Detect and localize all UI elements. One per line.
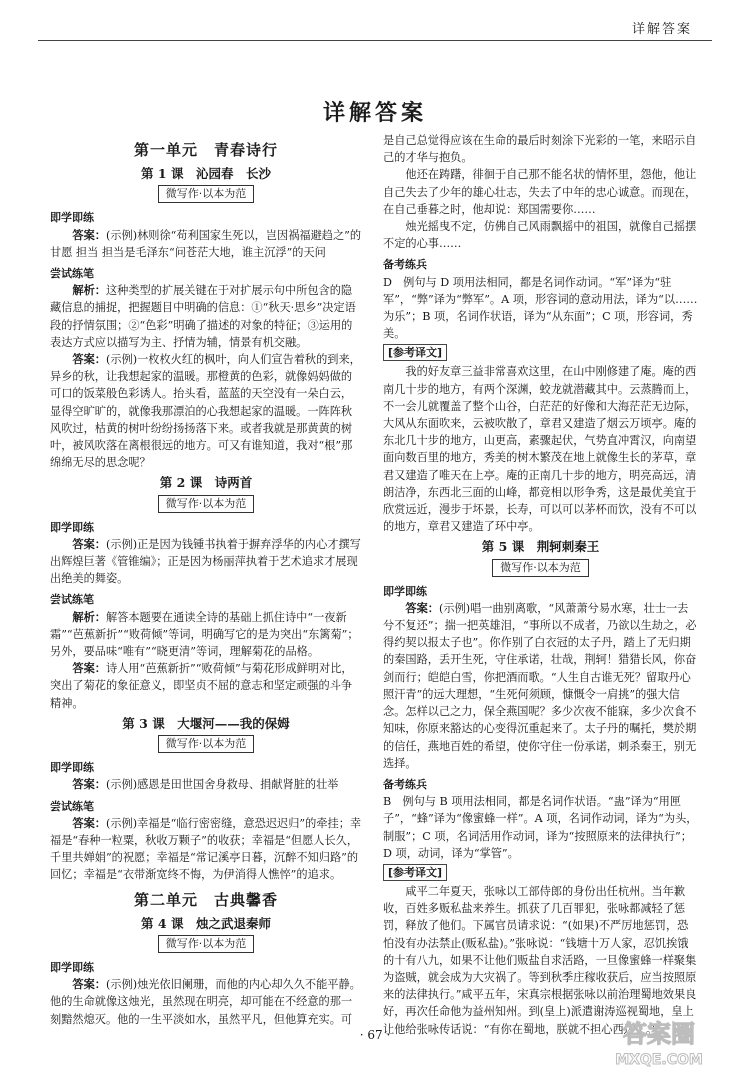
exercise-heading: 尝试练笔 xyxy=(50,593,94,607)
watermark-text: 答案圈 xyxy=(623,1020,695,1048)
answer-label: 答案： xyxy=(72,777,106,792)
answer-label: 解析： xyxy=(72,283,106,298)
watermark-logo xyxy=(594,1014,724,1070)
section-tag-wrap xyxy=(50,185,362,203)
paragraph xyxy=(50,536,362,588)
paragraph-text: 烛光摇曳不定，仿佛自己风雨飘摇中的祖国，就像自己摇摆不定的心事…… xyxy=(383,220,697,251)
paragraph-text: B 例句与 B 项用法相同，都是名词作状语。“蛊”译为“用匣子”，“蜂”译为“像蜜蜂一样”。A 项，名词作动词，译为“为头，制服”；C 项，名词活用作动词，译为“按照原来的法律执行”；D 项，动词，译为“掌管”。 xyxy=(383,795,698,860)
answer-label: 答案： xyxy=(72,227,106,242)
exercise-heading: 即学即练 xyxy=(50,761,94,775)
section-tag: 微写作·以本为范 xyxy=(492,559,589,577)
exercise-heading: 备考练兵 xyxy=(383,258,427,272)
paragraph-text: 这种类型的扩展关键在于对扩展示句中所包含的隐藏信息的捕捉，把握题目中明确的信息：①“秋天·思乡”决定语段的抒情氛围；②“色彩”明确了描述的对象的特征；③运用的表达方式应以描写为主、抒情为辅，情景有机交融。 xyxy=(50,284,356,349)
reference-translation-tag: [参考译文] xyxy=(383,344,447,361)
paragraph xyxy=(50,351,362,471)
unit-heading: 第二单元 古典馨香 xyxy=(133,890,278,909)
paragraph xyxy=(50,227,362,261)
answer-label: 答案： xyxy=(72,352,106,367)
section-tag-wrap xyxy=(50,495,362,513)
exercise-heading: 即学即练 xyxy=(50,520,94,534)
header-rule xyxy=(38,40,712,41)
paragraph xyxy=(50,776,362,793)
section-tag: 微写作·以本为范 xyxy=(158,185,255,203)
exercise-heading: 即学即练 xyxy=(383,584,427,598)
lesson-heading: 第 2 课 诗两首 xyxy=(159,475,253,491)
exercise-heading: 即学即练 xyxy=(50,211,94,225)
paragraph-text: (示例)感恩是田世国舍身救母、捐献肾脏的壮举 xyxy=(105,778,339,792)
page-number: · 67 · xyxy=(359,1028,391,1042)
section-tag-wrap xyxy=(50,735,362,753)
answer-label: 答案： xyxy=(72,815,106,830)
paragraph xyxy=(50,976,362,1028)
answer-label: 答案： xyxy=(405,600,439,615)
watermark-url: MXQE.COM xyxy=(615,1052,703,1068)
paragraph-text: 是自己总觉得应该在生命的最后时刻涂下光彩的一笔，来昭示自己的才华与抱负。 xyxy=(383,134,697,165)
paragraph xyxy=(383,218,698,252)
section-tag: 微写作·以本为范 xyxy=(158,935,255,953)
paragraph-text: 咸平二年夏天，张咏以工部侍郎的身份出任杭州。当年歉收，百姓多贩私盐来养生。抓获了几百罪犯，张咏都减轻了惩罚，释放了他们。下属官员请求说：“(如果)不严厉地惩罚，恐怕没有办法禁止(贩私盐)。”张咏说：“钱塘十万人家，忍饥挨饿的十有八九，如果不让他们贩盐自求活路，一旦像蜜蜂一样聚集为盗贼，就会成为大灾祸了。等到秋季庄稼收获后，应当按照原来的法律执行。”咸平五年，宋真宗根据张咏以前治理蜀地效果良好，再次任命他为益州知州。到(皇上)派遣谢涛巡视蜀地，皇上让他给张咏传话说：“有你在蜀地，朕就不担心西边了。” xyxy=(383,884,697,1036)
paragraph xyxy=(383,132,698,166)
exercise-heading: 备考练兵 xyxy=(383,777,427,791)
section-tag-wrap xyxy=(383,559,698,577)
lesson-heading: 第 5 课 荆轲刺秦王 xyxy=(481,539,600,555)
answer-label: 答案： xyxy=(72,536,106,551)
paragraph xyxy=(50,609,362,661)
unit-heading: 第一单元 青春诗行 xyxy=(133,141,278,159)
paragraph-text: (示例)烛光依旧阑珊，而他的内心却久久不能平静。他的生命就像这烛光，虽然现在明亮，却可能在不经意的那一刻黯然熄灭。他的一生平淡如水，虽然平凡，但他算充实。可 xyxy=(50,978,361,1026)
lesson-heading: 第 4 课 烛之武退秦师 xyxy=(141,915,271,931)
right-column xyxy=(383,132,698,1038)
section-tag: 微写作·以本为范 xyxy=(158,495,255,513)
paragraph-text: (示例)幸福是“临行密密缝，意恐迟迟归”的牵挂；幸福是“春种一粒粟，秋收万颗子”的收获；幸福是“但愿人长久，千里共婵娟”的祝愿；幸福是“常记溪亭日暮，沉醉不知归路”的回忆；幸福是“衣带渐宽终不悔，为伊消得人憔悴”的追求。 xyxy=(50,816,362,882)
paragraph-text: 他还在踌躇，徘徊于自己那不能名状的情怀里，怨他，他让自己失去了少年的雄心壮志，失去了中年的忠心诚意。而现在，在自己垂暮之时，他却说：郑国需要你…… xyxy=(383,168,697,216)
paragraph xyxy=(383,600,698,772)
paragraph-text: D 例句与 D 项用法相同，都是名词作动词。“军”译为“驻军”，“弊”译为“弊军”。A 项，形容词的意动用法，译为“以……为乐”；B 项，名词作状语，译为“从东面”；C 项，形容词，秀美。 xyxy=(383,275,698,341)
answer-label: 解析： xyxy=(72,609,106,624)
answer-label: 答案： xyxy=(72,977,106,992)
lesson-heading: 第 3 课 大堰河——我的保姆 xyxy=(122,715,290,731)
left-column xyxy=(50,134,362,1028)
exercise-heading: 即学即练 xyxy=(50,960,94,974)
reference-translation-tag: [参考译文] xyxy=(383,864,447,881)
page-title: 详解答案 xyxy=(322,100,427,126)
answer-label: 答案： xyxy=(72,661,106,676)
section-tag-wrap xyxy=(50,935,362,953)
paragraph-text: 诗人用“芭蕉新折”“败荷倾”与菊花形成鲜明对比，突出了菊花的象征意义，即坚贞不屈的意志和坚定顽强的斗争精神。 xyxy=(50,662,353,710)
paragraph xyxy=(383,274,698,343)
paragraph xyxy=(50,815,362,884)
paragraph xyxy=(383,166,698,218)
paragraph xyxy=(50,660,362,712)
paragraph-text: (示例)林则徐“苟利国家生死以，岂因祸福避趋之”的甘愿 担当 担当是毛泽东“问苍茫大地，谁主沉浮”的天问 xyxy=(50,228,362,259)
running-header: 详解答案 xyxy=(631,22,692,37)
reference-translation-wrap xyxy=(383,342,698,363)
lesson-heading: 第 1 课 沁园春 长沙 xyxy=(141,166,271,182)
section-tag: 微写作·以本为范 xyxy=(158,735,255,753)
reference-translation-wrap xyxy=(383,862,698,883)
paragraph-text: (示例)正是因为钱锺书执着于摒弃浮华的内心才撰写出辉煌巨著《管锥编》；正是因为杨丽萍执着于艺术追求才展现出绝美的舞姿。 xyxy=(50,537,361,586)
paragraph xyxy=(50,282,362,351)
paragraph-text: 我的好友章三益非常喜欢这里，在山中刚修建了庵。庵的西南几十步的地方，有两个深渊，蛟龙就潜藏其中。云蒸腾而上，不一会儿就覆盖了整个山谷，白茫茫的好像和大海茫茫无边际，大风从东面吹来，云被吹散了，章君又建造了烟云万顷亭。庵的东北几十步的地方，山更高，素骤起伏，气势直冲霄汉，向南望面向数百里的地方，秀美的树木繁茂在地上就像生长的茅草，章君又建造了唯天在上亭。庵的正南几十步的地方，明亮高远，清朗洁净，东西北三面的山峰，都竞相以形争秀，这是最优美宜于欣赏远近，漫步于坏景，长寿，可以可以茅杯而饮，没有不可以的地方，章君又建造了环中亭。 xyxy=(383,365,697,534)
paragraph-text: (示例)一枚枚火红的枫叶，向人们宣告着秋的到来，异乡的秋，让我想起家的温暖。那橙黄的色彩，就像妈妈做的可口的饭菜般色彩诱人。抬头看，蓝蓝的天空没有一朵白云，显得空旷旷的，就像我那漂泊的心我想起家的温暖。一阵阵秋风吹过，枯黄的树叶纷纷扬扬落下来。或者我就是那黄黄的树叶，被风吹落在离根很远的地方。可又有谁知道，我对“根”那绵绵无尽的思念呢？ xyxy=(50,353,361,470)
paragraph xyxy=(383,363,698,535)
exercise-heading: 尝试练笔 xyxy=(50,799,94,813)
paragraph-text: 解答本题要在通读全诗的基础上抓住诗中“一夜新霜”“芭蕉新折”“败荷倾”等词，明确写它的是为突出“东篱菊”；另外，要品味“唯有”“晓更清”等词，理解菊花的品格。 xyxy=(50,610,359,659)
paragraph-text: (示例)唱一曲别离歌，“风萧萧兮易水寒，壮士一去兮不复还”；揣一把英雄泪，“事所以不成者，乃欲以生劫之，必得约契以报太子也”。你作别了白衣冠的太子丹，踏上了无归期的秦国路，丢开生死，守住承诺，壮哉，荆轲！猎猎长风，你奋剑而行；皑皑白雪，你把酒而歌。“人生自古谁无死？留取丹心照汗青”的远大理想，“生死何须顾，慷慨令一肩挑”的强大信念。怎样以己之力，保全燕国呢？多少次夜不能寐，多少次食不知味，你原来豁达的心变得沉重起来了。太子丹的嘱托，樊於期的信任，燕地百姓的希望，使你守住一份承诺，刺杀秦王，别无选择。 xyxy=(383,601,697,770)
exercise-heading: 尝试练笔 xyxy=(50,267,94,281)
paragraph xyxy=(383,793,698,862)
